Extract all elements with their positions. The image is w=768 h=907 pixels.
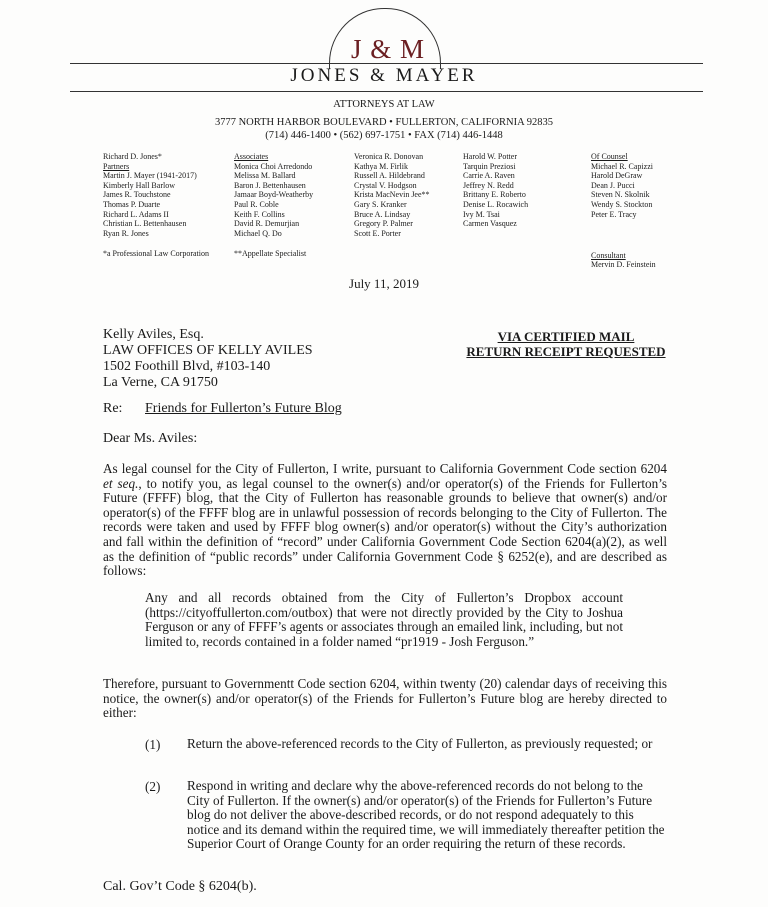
delivery-line: VIA CERTIFIED MAIL (497, 329, 635, 344)
roster-heading: Of Counsel (591, 152, 628, 161)
roster-name: Harold DeGraw (591, 171, 643, 181)
roster-heading: Partners (103, 161, 130, 171)
roster-name: Monica Choi Arredondo (234, 161, 313, 171)
roster-name: Carrie A. Raven (463, 171, 515, 181)
roster-name: Paul R. Coble (234, 199, 279, 209)
recipient-line: LAW OFFICES OF KELLY AVILES (103, 343, 313, 358)
paragraph-italic: et seq. (103, 475, 139, 491)
re-label: Re: (103, 401, 123, 416)
roster-name: Michael Q. Do (234, 228, 282, 238)
roster-name: Melissa M. Ballard (234, 171, 296, 181)
roster-name: Crystal V. Hodgson (354, 180, 417, 190)
recipient-line: La Verne, CA 91750 (103, 375, 218, 390)
item-number: (1) (145, 737, 161, 752)
roster-name: Kimberly Hall Barlow (103, 180, 175, 190)
roster-consultant: Mervin D. Feinstein (591, 260, 656, 269)
roster-name: Wendy S. Stockton (591, 199, 653, 209)
letter-date: July 11, 2019 (349, 276, 419, 291)
roster-name: Ivy M. Tsai (463, 209, 500, 219)
salutation: Dear Ms. Aviles: (103, 431, 198, 446)
item-text: Return the above-referenced records to the City of Fullerton, as previously requested; or (187, 736, 653, 751)
roster-column-4 (463, 152, 528, 229)
roster-column-partners (103, 152, 197, 238)
roster-name: Baron J. Bettenhausen (234, 180, 306, 190)
item-text: Respond in writing and declare why the above-referenced records do not belong to the City of Fullerton. If the owner(s) and/or operator(s) of the Friends for Fullerton’s Future blog do not deliver the above-described records, or do not respond adequately to this notice and its demand within the required time, we will immediately thereafter petition the Superior Court of Orange County for an order requiring the return of these records. (187, 778, 665, 852)
block-quote: Any and all records obtained from the City of Fullerton’s Dropbox account (https://cityoffullerton.com/outbox) that were not directly provided by the City to Joshua Ferguson or any of FFFF’s agents or associates through an emailed link, including, but not limited to, records contained in a folder named “pr1919 - Josh Ferguson.” (145, 590, 623, 649)
roster-name: Dean J. Pucci (591, 180, 635, 190)
paragraph-text: , to notify you, as legal counsel to the owner(s) and/or operator(s) of the Friends for Fullerton’s Future (FFFF) blog, that the City of Fullerton has reasonable grounds to believe that owner(s) and/or operator(s) of the FFFF blog are in unlawful possession of records belonging to the City of Fullerton. The records were taken and used by FFFF blog owner(s) and/or operator(s) without the City’s authorization and fall within the definition of “record” under California Government Code Section 6204(a)(2), as well as the definition of “public records” under California Government Code § 6252(e), and are described as follows: (103, 475, 667, 579)
roster-name: Peter E. Tracy (591, 209, 637, 219)
roster-name: Richard D. Jones* (103, 152, 162, 161)
body-paragraph-2: Therefore, pursuant to Governmentt Code section 6204, within twenty (20) calendar days of receiving this notice, the owner(s) and/or operator(s) of the Friends for Fullerton’s Future blog are hereby directed to either: (103, 676, 667, 721)
firm-phones: (714) 446-1400 • (562) 697-1751 • FAX (714) 446-1448 (265, 130, 503, 141)
roster-name: Gary S. Kranker (354, 199, 407, 209)
firm-tagline: ATTORNEYS AT LAW (333, 99, 435, 110)
recipient-address (103, 327, 313, 391)
roster-heading: Associates (234, 152, 269, 161)
roster-column-3 (354, 152, 430, 238)
paragraph-text: As legal counsel for the City of Fullerton, I write, pursuant to California Government Code section 6204 (103, 461, 667, 476)
roster-name: Jeffrey N. Redd (463, 180, 514, 190)
recipient-line: 1502 Foothill Blvd, #103-140 (103, 359, 271, 374)
roster-name: Veronica R. Donovan (354, 152, 424, 161)
delivery-method (452, 329, 680, 359)
roster-name: James R. Touchstone (103, 190, 171, 200)
letterhead-rule-top (70, 63, 703, 64)
roster-footnote-plc: *a Professional Law Corporation (103, 249, 209, 258)
roster-name: Carmen Vasquez (463, 219, 517, 229)
roster-name: Harold W. Potter (463, 152, 517, 161)
roster-name: Tarquin Preziosi (463, 161, 516, 171)
roster-name: Ryan R. Jones (103, 228, 149, 238)
roster-footnote-appellate: **Appellate Specialist (234, 249, 307, 258)
roster-name: Jamaar Boyd-Weatherby (234, 190, 314, 200)
roster-name: Gregory P. Palmer (354, 219, 413, 229)
roster-name: Richard L. Adams II (103, 209, 169, 219)
delivery-line: RETURN RECEIPT REQUESTED (466, 344, 666, 359)
roster-name: Scott E. Porter (354, 228, 401, 238)
roster-name: Kathya M. Firlik (354, 161, 408, 171)
re-subject: Friends for Fullerton’s Future Blog (145, 401, 342, 416)
roster-column-of-counsel (591, 152, 653, 219)
body-paragraph-1 (103, 462, 667, 579)
roster-name: Martin J. Mayer (1941-2017) (103, 171, 197, 181)
roster-name: Keith F. Collins (234, 209, 285, 219)
roster-name: Christian L. Bettenhausen (103, 219, 187, 229)
roster-name: Denise L. Rocawich (463, 199, 529, 209)
roster-heading-consultant: Consultant (591, 251, 626, 260)
firm-logo: J & M (350, 34, 426, 64)
roster-column-associates (234, 152, 313, 238)
roster-name: Thomas P. Duarte (103, 199, 161, 209)
firm-address: 3777 NORTH HARBOR BOULEVARD • FULLERTON, CALIFORNIA 92835 (214, 117, 554, 128)
letterhead-rule-bottom (70, 91, 703, 92)
roster-name: David R. Demurjian (234, 219, 300, 229)
roster-name: Steven N. Skolnik (591, 190, 650, 200)
firm-name: JONES & MAYER (290, 65, 478, 86)
roster-name: Bruce A. Lindsay (354, 209, 411, 219)
citation: Cal. Gov’t Code § 6204(b). (103, 879, 257, 894)
item-number: (2) (145, 779, 161, 794)
recipient-line: Kelly Aviles, Esq. (103, 327, 204, 342)
roster-name: Brittany E. Roberto (463, 190, 526, 200)
roster-name: Krista MacNevin Jee** (354, 190, 430, 200)
roster-name: Michael R. Capizzi (591, 161, 653, 171)
roster-name: Russell A. Hildebrand (354, 171, 425, 181)
